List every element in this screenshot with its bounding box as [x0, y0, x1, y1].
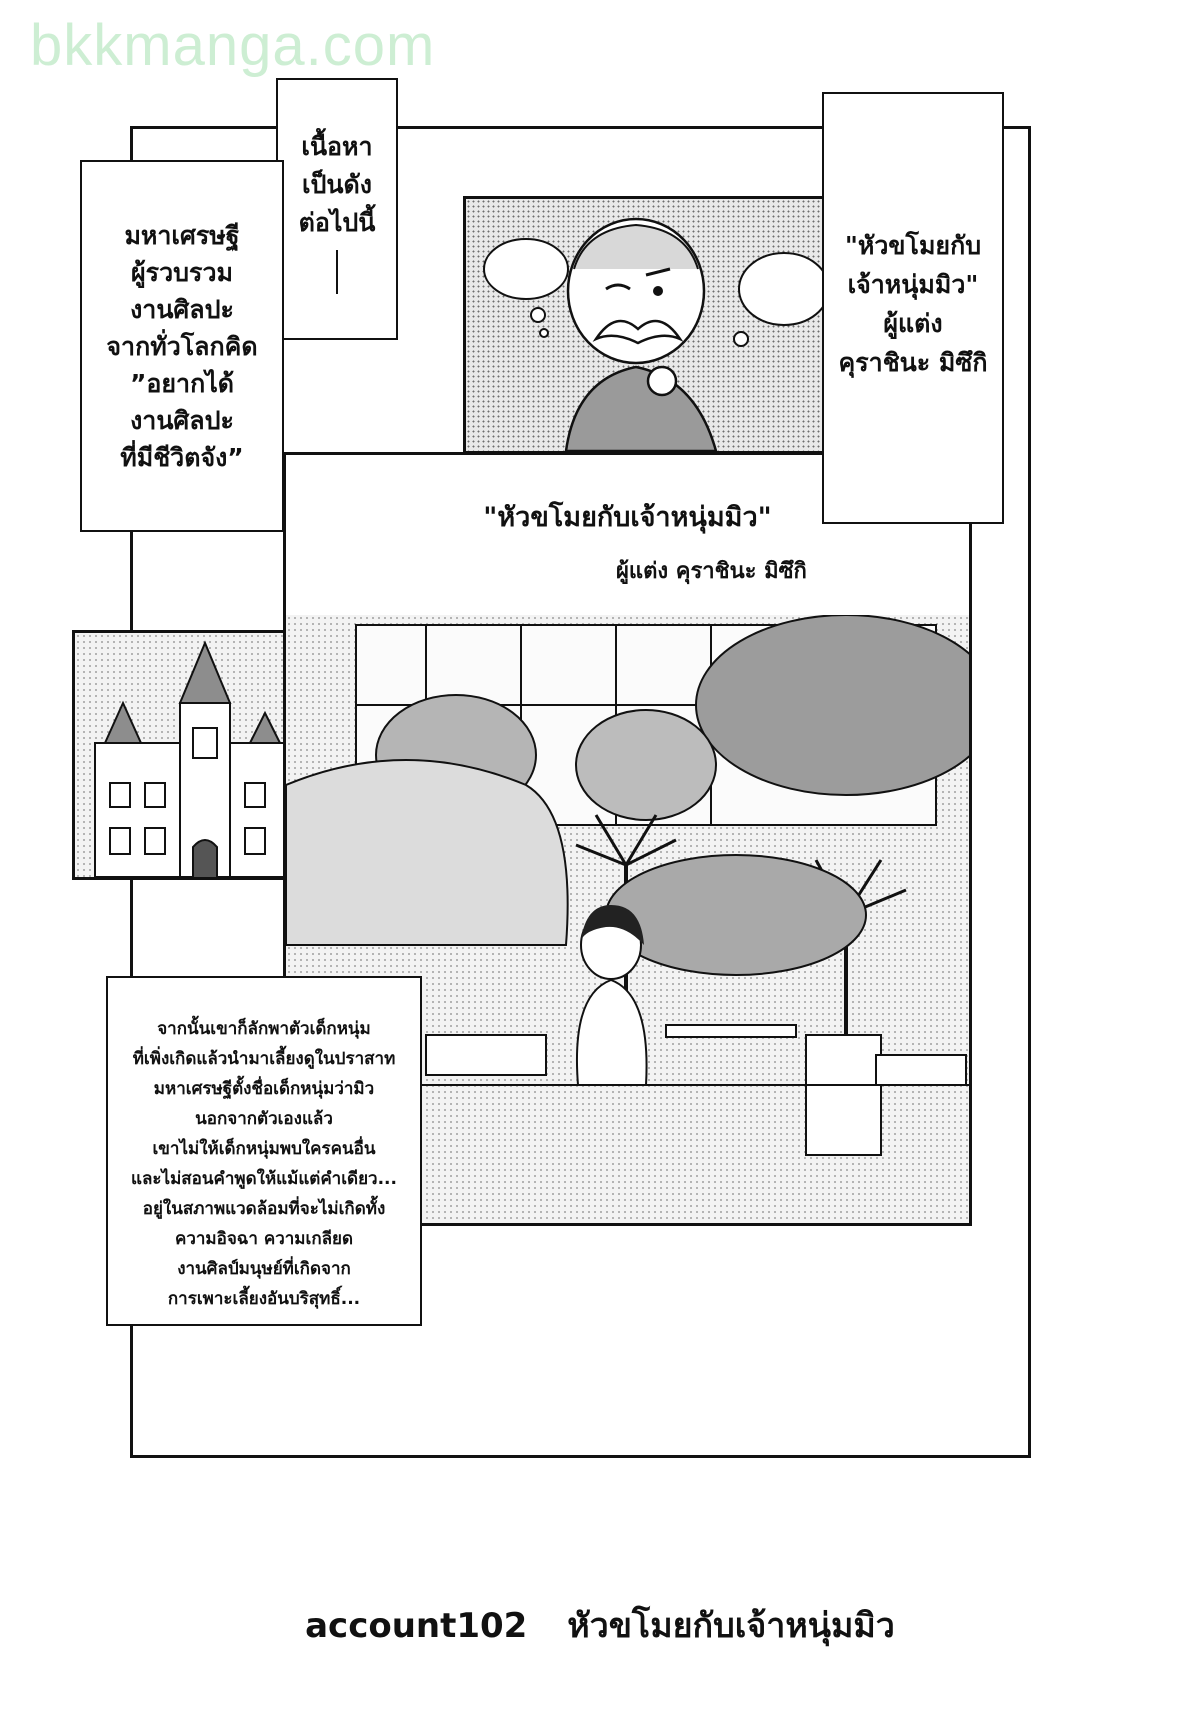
caption-line: มหาเศรษฐีตั้งชื่อเด็กหนุ่มว่ามิว — [153, 1079, 375, 1099]
caption-line: ผู้รวบรวม — [131, 258, 233, 287]
castle-illustration — [75, 633, 285, 877]
book-title: "หัวขโมยกับเจ้าหนุ่มมิว" — [483, 502, 772, 533]
caption-line: ความอิจฉา ความเกลียด — [174, 1229, 354, 1249]
chapter-footer — [0, 1598, 1200, 1652]
caption-bottom — [106, 976, 422, 1326]
caption-line: เป็นดัง — [302, 170, 372, 199]
caption-line: มหาเศรษฐี — [124, 221, 240, 250]
millionaire-panel — [463, 196, 829, 454]
caption-line: "หัวขโมยกับ — [844, 231, 982, 260]
caption-line: นอกจากตัวเองแล้ว — [195, 1109, 333, 1129]
book-author: ผู้แต่ง คุราชินะ มิซึกิ — [616, 559, 807, 584]
caption-left — [80, 160, 284, 532]
caption-line: งานศิลป์มนุษย์ที่เกิดจาก — [177, 1259, 351, 1279]
caption-line: และไม่สอนคำพูดให้แม้แต่คำเดียว... — [131, 1169, 397, 1189]
chapter-number: account102 — [305, 1606, 528, 1646]
caption-line: เขาไม่ให้เด็กหนุ่มพบใครคนอื่น — [152, 1139, 376, 1159]
dash-line — [336, 250, 338, 294]
caption-line: อยู่ในสภาพแวดล้อมที่จะไม่เกิดทั้ง — [142, 1199, 386, 1219]
caption-line: จากทั่วโลกคิด — [106, 332, 258, 361]
caption-line: เนื้อหา — [301, 132, 373, 161]
castle-panel — [72, 630, 288, 880]
caption-line: ที่เพิ่งเกิดแล้วนำมาเลี้ยงดูในปราสาท — [132, 1049, 396, 1069]
caption-line: คุราชินะ มิซึกิ — [838, 348, 988, 377]
caption-line: เจ้าหนุ่มมิว" — [847, 270, 979, 299]
caption-line: ต่อไปนี้ — [298, 208, 376, 237]
caption-right — [822, 92, 1004, 524]
millionaire-illustration — [466, 199, 826, 451]
caption-line: งานศิลปะ — [130, 295, 234, 324]
caption-line: จากนั้นเขาก็ลักพาตัวเด็กหนุ่ม — [157, 1019, 371, 1039]
caption-line: ที่มีชีวิตจัง” — [120, 443, 244, 472]
caption-line: การเพาะเลี้ยงอันบริสุทธิ์... — [167, 1289, 361, 1309]
chapter-title: หัวขโมยกับเจ้าหนุ่มมิว — [567, 1606, 895, 1646]
caption-line: งานศิลปะ — [130, 406, 234, 435]
caption-line: ผู้แต่ง — [883, 309, 943, 338]
caption-top-center — [276, 78, 398, 340]
caption-line: ”อยากได้ — [129, 369, 235, 398]
site-watermark: bkkmanga.com — [30, 13, 436, 78]
